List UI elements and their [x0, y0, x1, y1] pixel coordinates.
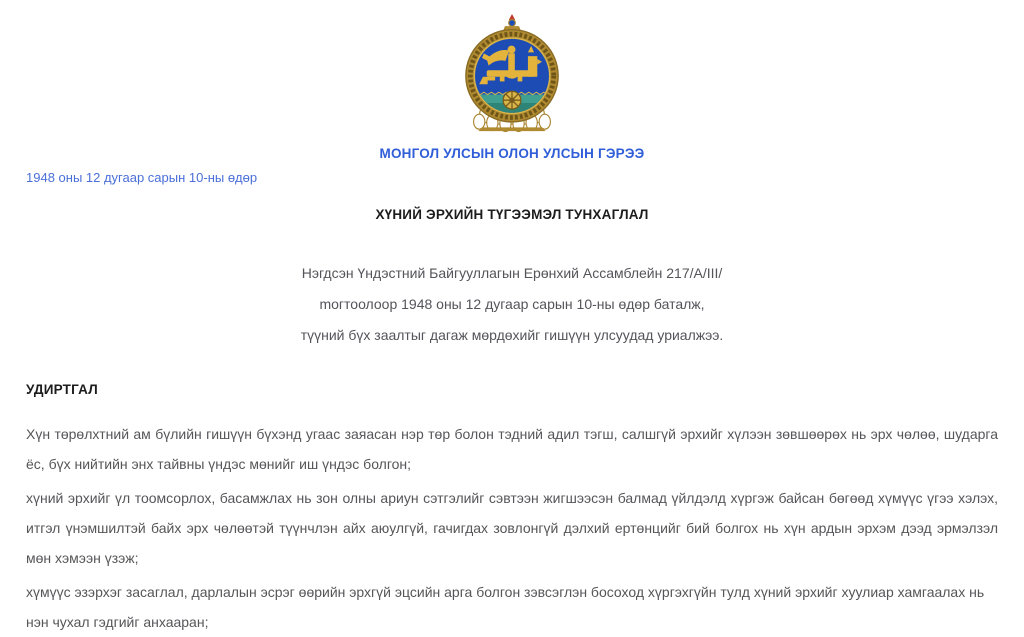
adoption-preamble [26, 258, 998, 351]
preamble-line: Нэгдсэн Үндэстний Байгууллагын Ерөнхий Ассамблейн 217/A/III/ [301, 265, 723, 281]
mongolia-state-emblem-icon [454, 14, 570, 132]
document-title: ХҮНИЙ ЭРХИЙН ТҮГЭЭМЭЛ ТУНХАГЛАЛ [375, 207, 649, 222]
treaty-title-link[interactable]: МОНГОЛ УЛСЫН ОЛОН УЛСЫН ГЭРЭЭ [379, 146, 645, 161]
preamble-line: mогтоолоор 1948 оны 12 дугаар сарын 10-ны өдөр баталж, [319, 296, 705, 312]
mongolia-state-emblem [26, 14, 998, 132]
document-body [26, 419, 998, 637]
section-heading-udirtgal: УДИРТГАЛ [26, 382, 98, 397]
lotus-pedestal [478, 127, 545, 131]
body-paragraph: Хүн төрөлхтний ам бүлийн гишүүн бүхэнд угаас заяасан нэр төр болон тэдний адил тэгш, салшгүй эрхийг хүлээн зөвшөөрөх нь эрх чөлөө, шударга ёс, бүх нийтийн энх тайвны үндэс мөнийг иш үндэс болгон; [26, 426, 998, 472]
dharma-wheel [503, 91, 521, 109]
preamble-line: түүний бүх заалтыг дагаж мөрдөхийг гишүүн улсуудад уриалжээ. [300, 327, 724, 343]
body-paragraph: хүний эрхийг үл тоомсорлох, басамжлах нь зон олны ариун сэтгэлийг сэвтээн жигшээсэн балмад үйлдэлд хүргэж байсан бөгөөд хүмүүс үгээ хэлэх, итгэл үнэмшилтэй байх эрх чөлөөтэй түүнчлэн айх аюулгүй, гачигдах зовлонгүй дэлхий ертөнцийг бий болгох нь хүн ардын эрхэм дээд эрмэлзэл мөн хэмээн үзэж; [26, 490, 998, 566]
body-paragraph: хүмүүс эзэрхэг засаглал, дарлалын эсрэг өөрийн эрхгүй эцсийн арга болгон зэвсэглэн босоход хүргэхгүйн тулд хүний эрхийг хуулиар хамгаалах нь нэн чухал гэдгийг анхааран; [26, 584, 985, 630]
date-link[interactable]: 1948 оны 12 дугаар сарын 10-ны өдөр [26, 170, 258, 185]
